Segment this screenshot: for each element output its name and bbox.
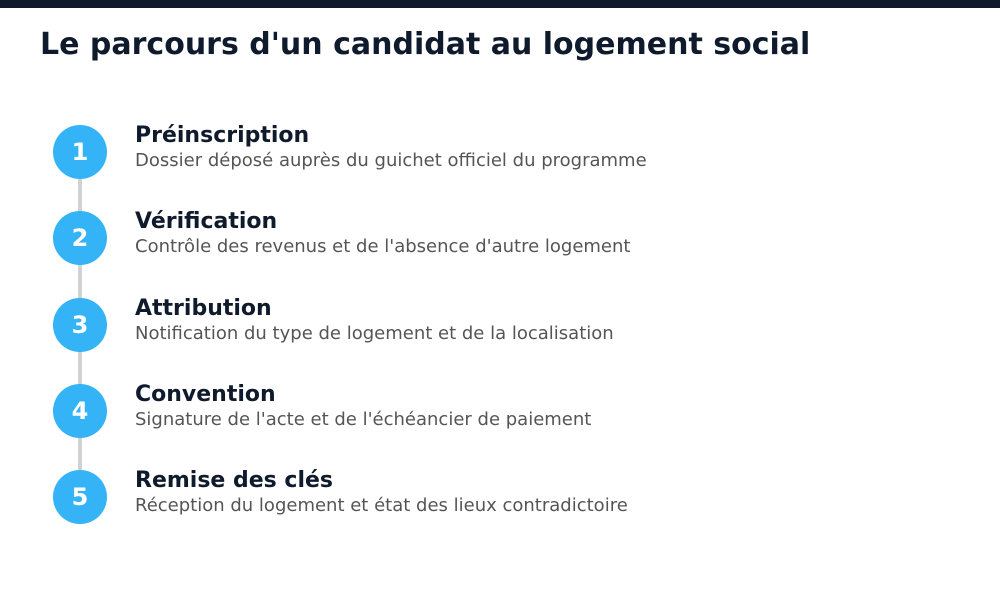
step-number-badge: 1 [53,125,107,179]
step-title: Préinscription [135,123,310,148]
page-title: Le parcours d'un candidat au logement social [40,27,811,62]
step-number-badge: 5 [53,470,107,524]
timeline-step-3 [0,298,1000,358]
step-description: Contrôle des revenus et de l'absence d'autre logement [135,236,631,257]
step-number-badge: 4 [53,384,107,438]
header-bar [0,0,1000,8]
step-description: Signature de l'acte et de l'échéancier de paiement [135,409,592,430]
step-number-badge: 2 [53,211,107,265]
timeline-step-5 [0,470,1000,530]
step-title: Attribution [135,296,272,321]
step-description: Notification du type de logement et de la localisation [135,323,614,344]
step-title: Remise des clés [135,468,334,493]
step-description: Dossier déposé auprès du guichet officiel du programme [135,150,647,171]
timeline-step-2 [0,211,1000,271]
step-title: Convention [135,382,276,407]
timeline-step-4 [0,384,1000,444]
step-number-badge: 3 [53,298,107,352]
step-title: Vérification [135,209,278,234]
step-description: Réception du logement et état des lieux contradictoire [135,495,628,516]
timeline-step-1 [0,125,1000,185]
